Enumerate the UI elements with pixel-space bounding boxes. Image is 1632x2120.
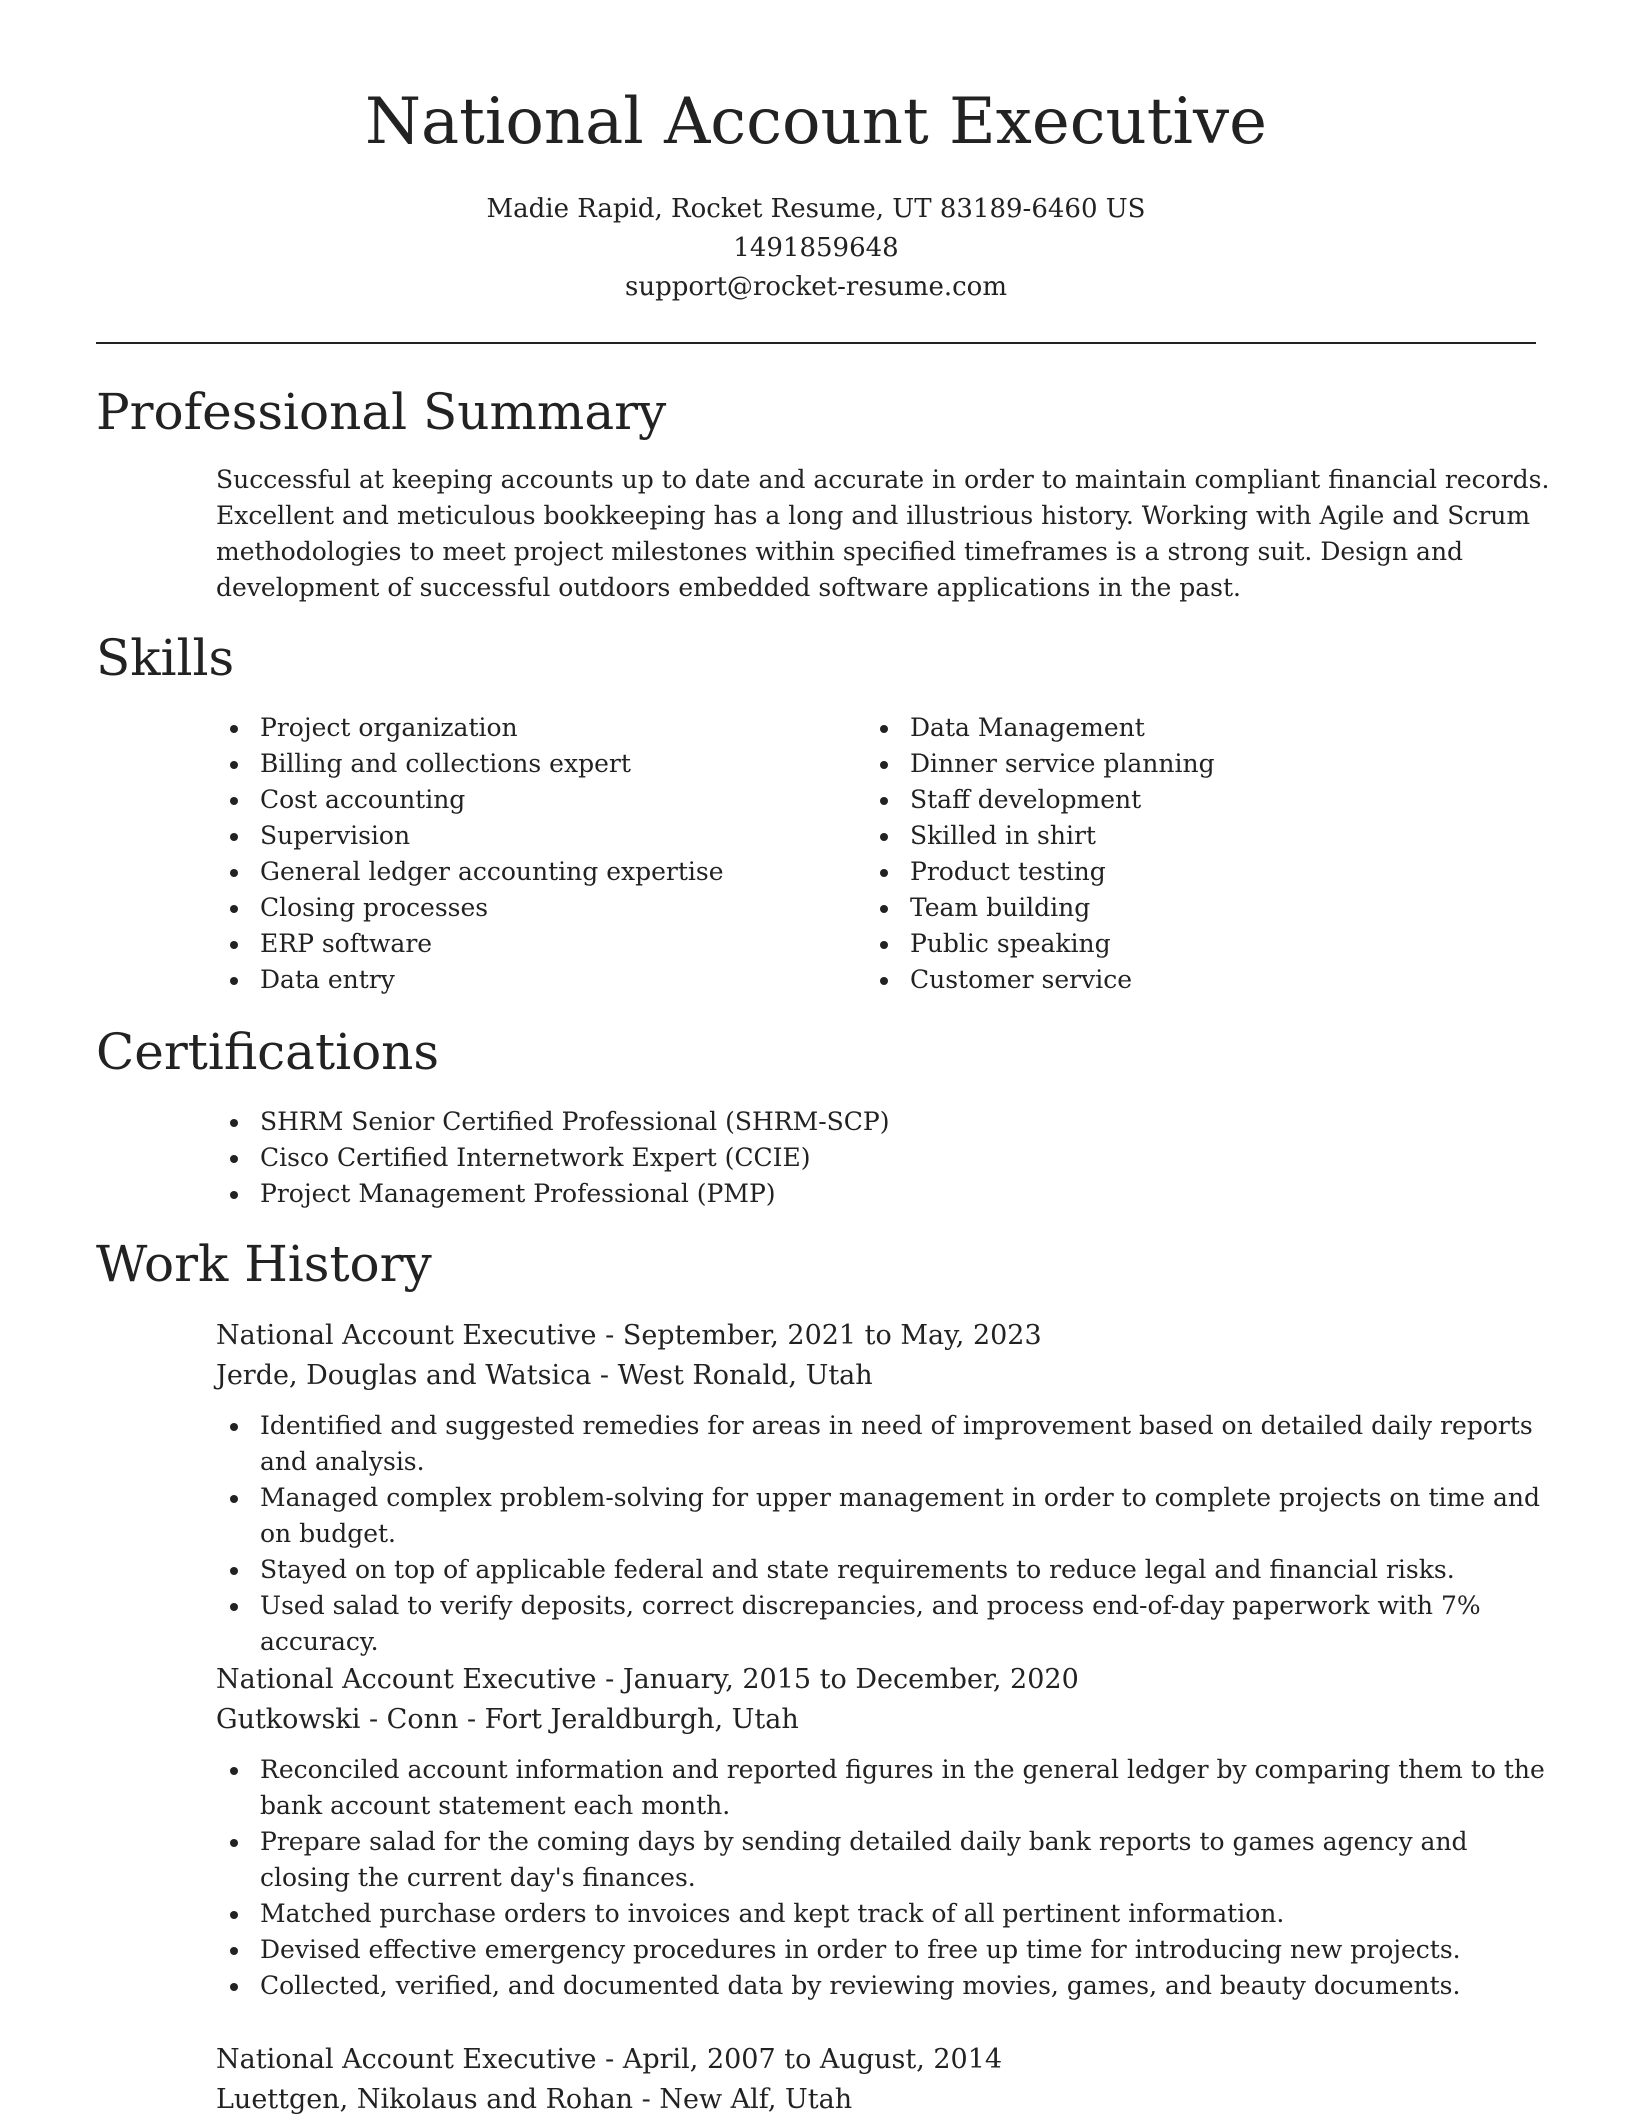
job-title-line: [216, 1660, 1556, 1700]
skill-item: Data entry: [216, 962, 816, 998]
job-bullet: Prepare salad for the coming days by sending detailed daily bank reports to games agency and closing the current day's finances.: [216, 1824, 1556, 1896]
job-dates: September, 2021 to May, 2023: [622, 1320, 1042, 1351]
skill-item: ERP software: [216, 926, 816, 962]
job-bullet: Stayed on top of applicable federal and state requirements to reduce legal and financial risks.: [216, 1552, 1556, 1588]
job-company: Gutkowski - Conn: [216, 1704, 459, 1735]
job-bullets: [216, 1408, 1556, 1660]
skill-item: Closing processes: [216, 890, 816, 926]
skill-item: Skilled in shirt: [866, 818, 1506, 854]
skill-item: Supervision: [216, 818, 816, 854]
summary-text: Successful at keeping accounts up to date and accurate in order to maintain compliant financial records. Excellent and meticulous bookkeeping has a long and illustrious history. Working with Agile and Scrum methodologies to meet project milestones within specified timeframes is a strong suit. Design and development of successful outdoors embedded software applications in the past.: [216, 465, 1550, 602]
skill-item: Project organization: [216, 710, 816, 746]
section-title-work-history: Work History: [96, 1235, 432, 1293]
job-role: National Account Executive: [216, 2044, 597, 2075]
job-company-line: [216, 1356, 1556, 1396]
contact-phone: 1491859648: [733, 233, 899, 263]
certification-item: Project Management Professional (PMP): [216, 1176, 890, 1212]
skill-item: Cost accounting: [216, 782, 816, 818]
skill-item: Billing and collections expert: [216, 746, 816, 782]
separator: -: [591, 1360, 618, 1391]
section-title-certifications: Certifications: [96, 1023, 440, 1081]
skill-item: Public speaking: [866, 926, 1506, 962]
skills-list-right: [866, 710, 1506, 998]
job-title-line: [216, 2040, 1556, 2080]
skill-item: Product testing: [866, 854, 1506, 890]
header-divider: [96, 342, 1536, 344]
job-role: National Account Executive: [216, 1664, 597, 1695]
contact-email: support@rocket-resume.com: [624, 272, 1007, 302]
job-location: West Ronald, Utah: [617, 1360, 873, 1391]
skill-item: Customer service: [866, 962, 1506, 998]
job-title-line: [216, 1316, 1556, 1356]
resume-header: [0, 0, 1632, 307]
job-company-line: [216, 1700, 1556, 1740]
job-dates: January, 2015 to December, 2020: [622, 1664, 1079, 1695]
skill-item: Data Management: [866, 710, 1506, 746]
resume-title: National Account Executive: [365, 85, 1267, 159]
job-bullet: Used salad to verify deposits, correct discrepancies, and process end-of-day paperwork with 7% accuracy.: [216, 1588, 1556, 1660]
job-bullet: Collected, verified, and documented data by reviewing movies, games, and beauty documents.: [216, 1968, 1556, 2004]
section-title-skills: Skills: [96, 629, 235, 687]
job-entry: [216, 2040, 1556, 2120]
certification-item: Cisco Certified Internetwork Expert (CCIE): [216, 1140, 890, 1176]
skill-item: Staff development: [866, 782, 1506, 818]
job-entry: [216, 1316, 1556, 1660]
job-bullet: Managed complex problem-solving for upper management in order to complete projects on time and on budget.: [216, 1480, 1556, 1552]
skills-list-left: [216, 710, 816, 998]
skill-item: General ledger accounting expertise: [216, 854, 816, 890]
separator: -: [633, 2084, 660, 2115]
separator: -: [458, 1704, 485, 1735]
job-company: Luettgen, Nikolaus and Rohan: [216, 2084, 634, 2115]
job-company: Jerde, Douglas and Watsica: [216, 1360, 592, 1391]
separator: -: [596, 1320, 623, 1351]
separator: -: [596, 1664, 623, 1695]
job-role: National Account Executive: [216, 1320, 597, 1351]
job-dates: April, 2007 to August, 2014: [622, 2044, 1003, 2075]
job-bullet: Reconciled account information and reported figures in the general ledger by comparing them to the bank account statement each month.: [216, 1752, 1556, 1824]
job-location: Fort Jeraldburgh, Utah: [484, 1704, 799, 1735]
job-bullet: Matched purchase orders to invoices and kept track of all pertinent information.: [216, 1896, 1556, 1932]
certification-item: SHRM Senior Certified Professional (SHRM-SCP): [216, 1104, 890, 1140]
contact-address: Madie Rapid, Rocket Resume, UT 83189-6460 US: [486, 194, 1146, 224]
job-entry: [216, 1660, 1556, 2004]
job-bullet: Devised effective emergency procedures in order to free up time for introducing new projects.: [216, 1932, 1556, 1968]
job-bullets: [216, 1752, 1556, 2004]
skill-item: Team building: [866, 890, 1506, 926]
job-location: New Alf, Utah: [659, 2084, 853, 2115]
separator: -: [596, 2044, 623, 2075]
contact-block: [0, 190, 1632, 307]
job-bullet: Identified and suggested remedies for areas in need of improvement based on detailed daily reports and analysis.: [216, 1408, 1556, 1480]
certifications-list: [216, 1104, 890, 1212]
job-company-line: [216, 2080, 1556, 2120]
section-title-summary: Professional Summary: [96, 383, 667, 441]
skill-item: Dinner service planning: [866, 746, 1506, 782]
